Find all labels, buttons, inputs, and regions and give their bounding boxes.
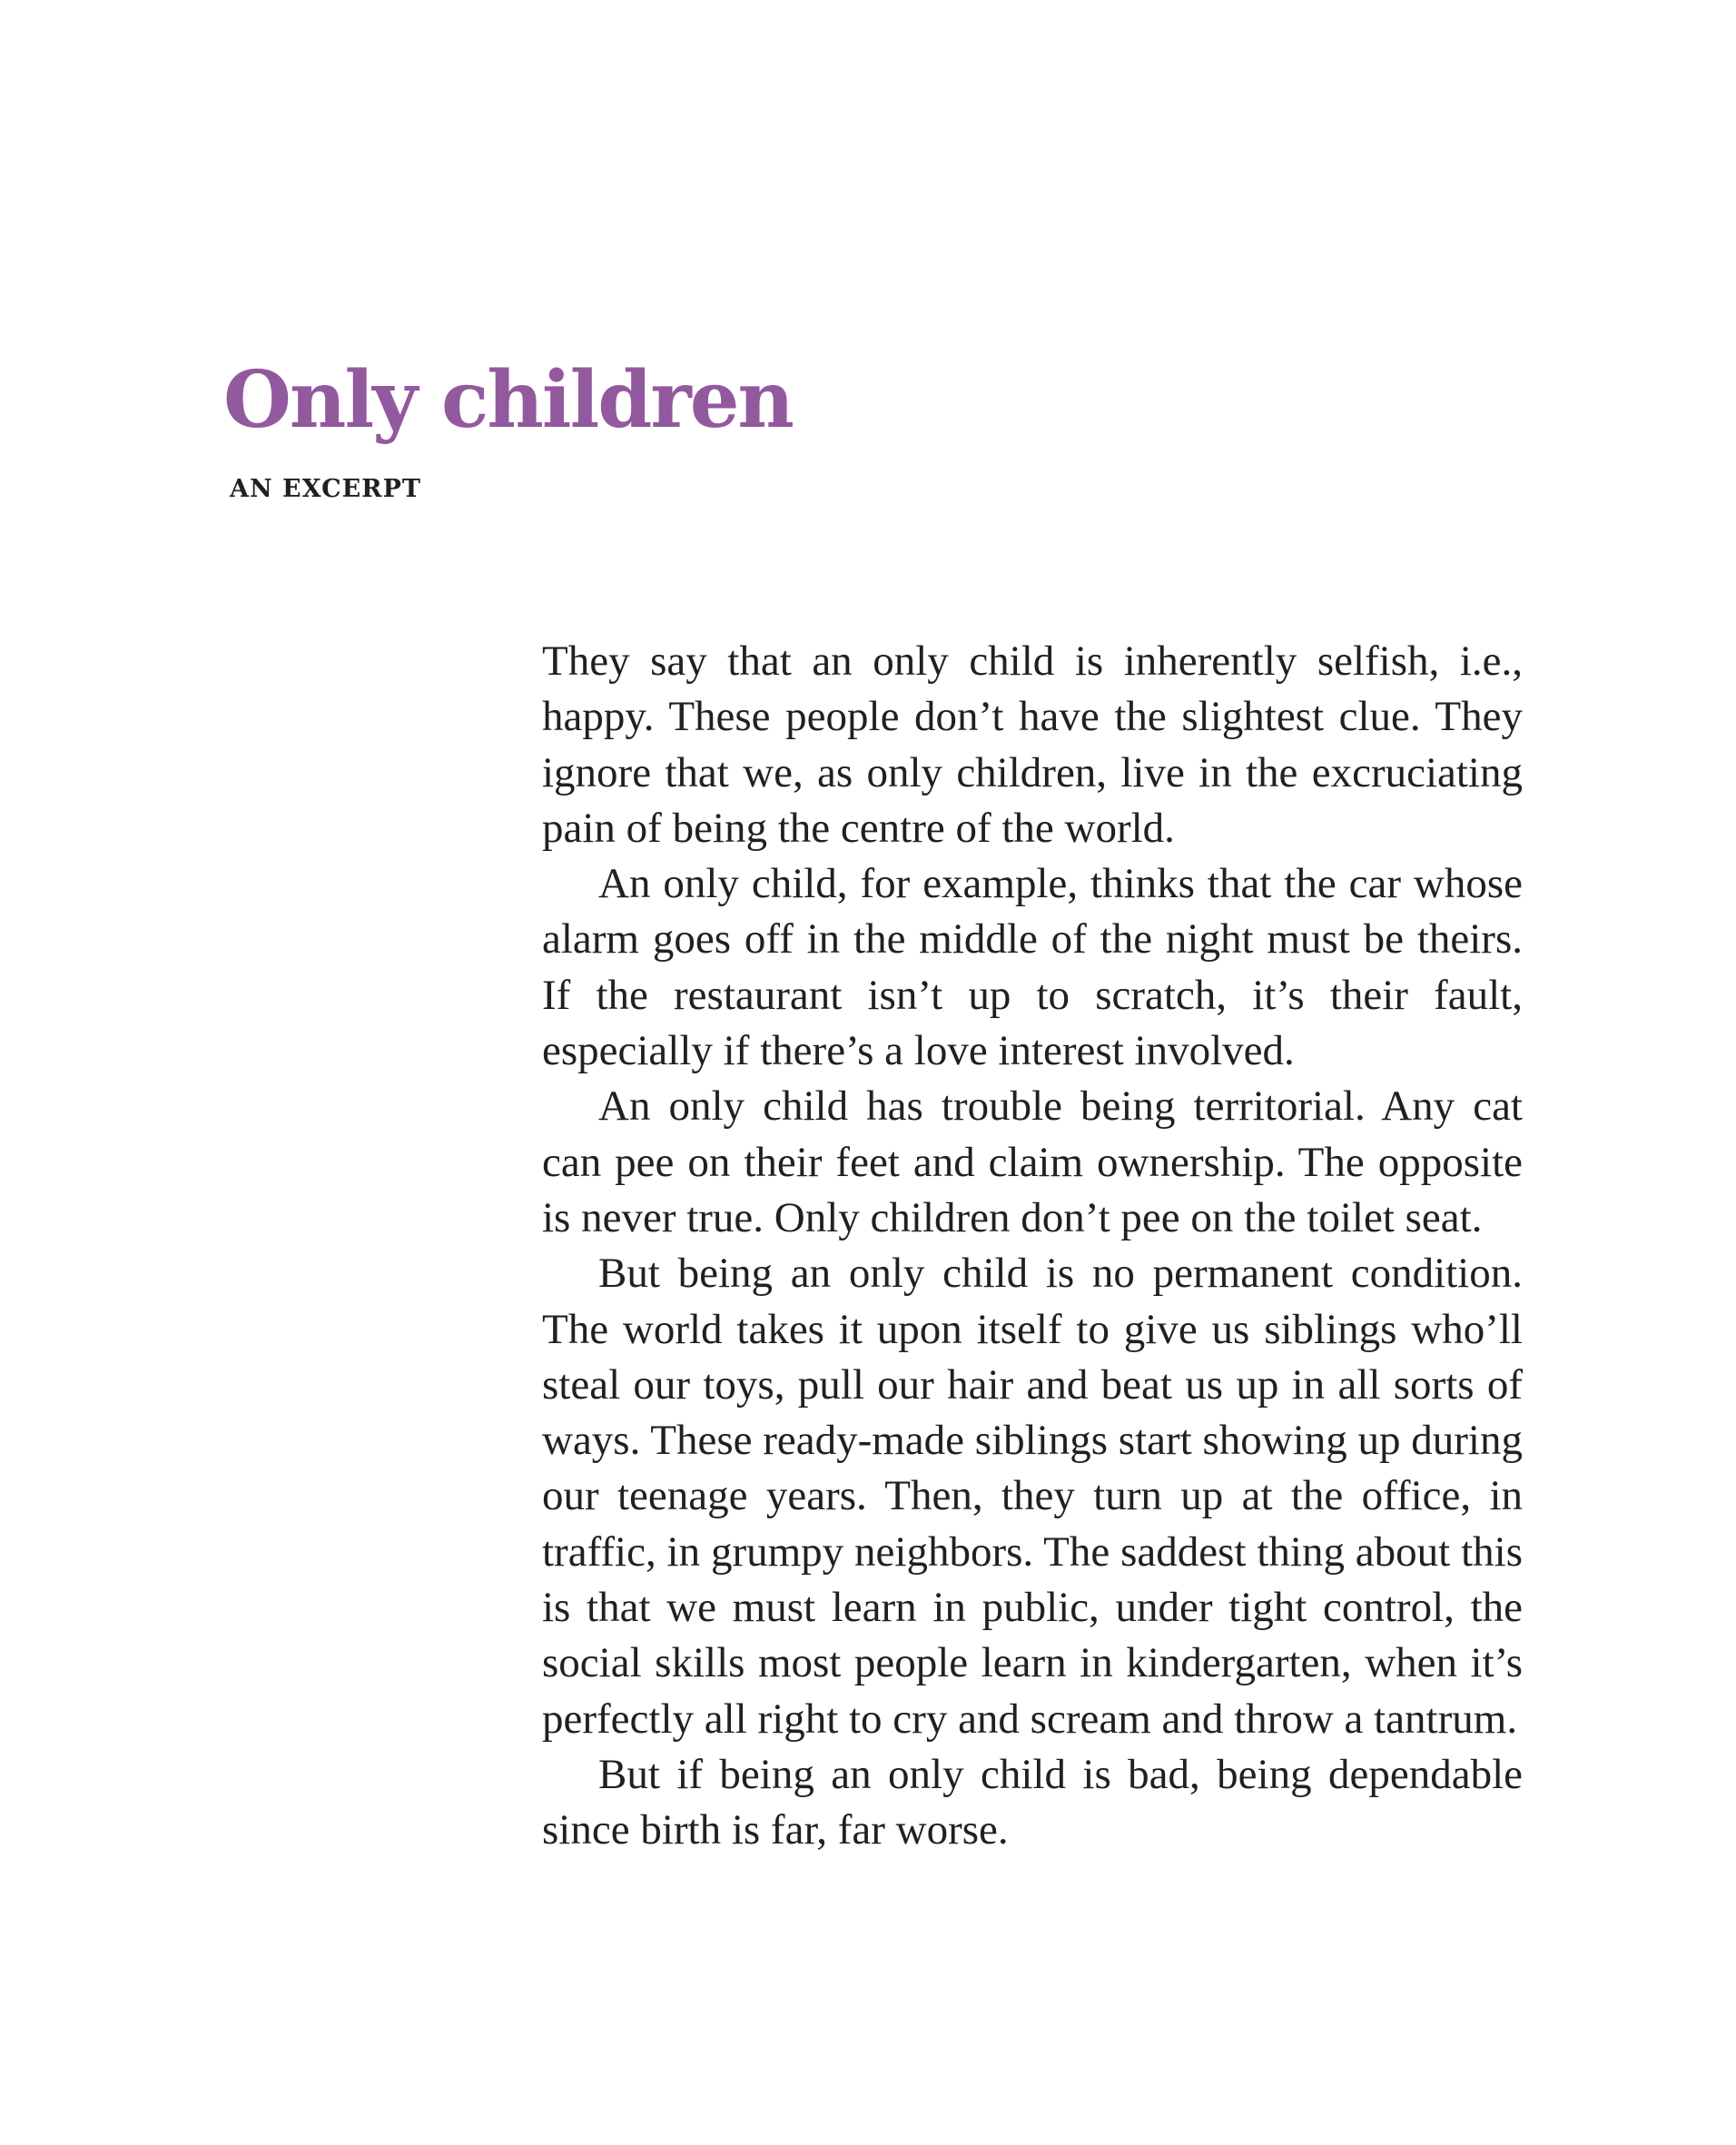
article-subtitle: AN EXCERPT (230, 475, 421, 503)
paragraph-2: An only child, for example, thinks that the car whose alarm goes off in the middle of the night must be theirs. If the restaurant isn’t up to scratch, it’s their fault, especially if there’s a love interest involved. (542, 860, 1523, 1075)
article-title: Only children (223, 354, 793, 446)
paragraph-1: They say that an only child is inherently selfish, i.e., happy. These people don’t have the slightest clue. They ignore that we, as only children, live in the excruciating pain of being the centre of the world. (542, 638, 1523, 852)
paragraph-5: But if being an only child is bad, being dependable since birth is far, far worse. (542, 1750, 1523, 1854)
article-body (542, 634, 1523, 1859)
paragraph-3: An only child has trouble being territorial. Any cat can pee on their feet and claim ownership. The opposite is never true. Only children don’t pee on the toilet seat. (542, 1082, 1523, 1241)
paragraph-4: But being an only child is no permanent condition. The world takes it upon itself to give us siblings who’ll steal our toys, pull our hair and beat us up in all sorts of ways. These ready-made siblings start showing up during our teenage years. Then, they turn up at the office, in traffic, in grumpy neighbors. The saddest thing about this is that we must learn in public, under tight control, the social skills most people learn in kindergarten, when it’s perfectly all right to cry and scream and throw a tantrum. (542, 1250, 1523, 1743)
